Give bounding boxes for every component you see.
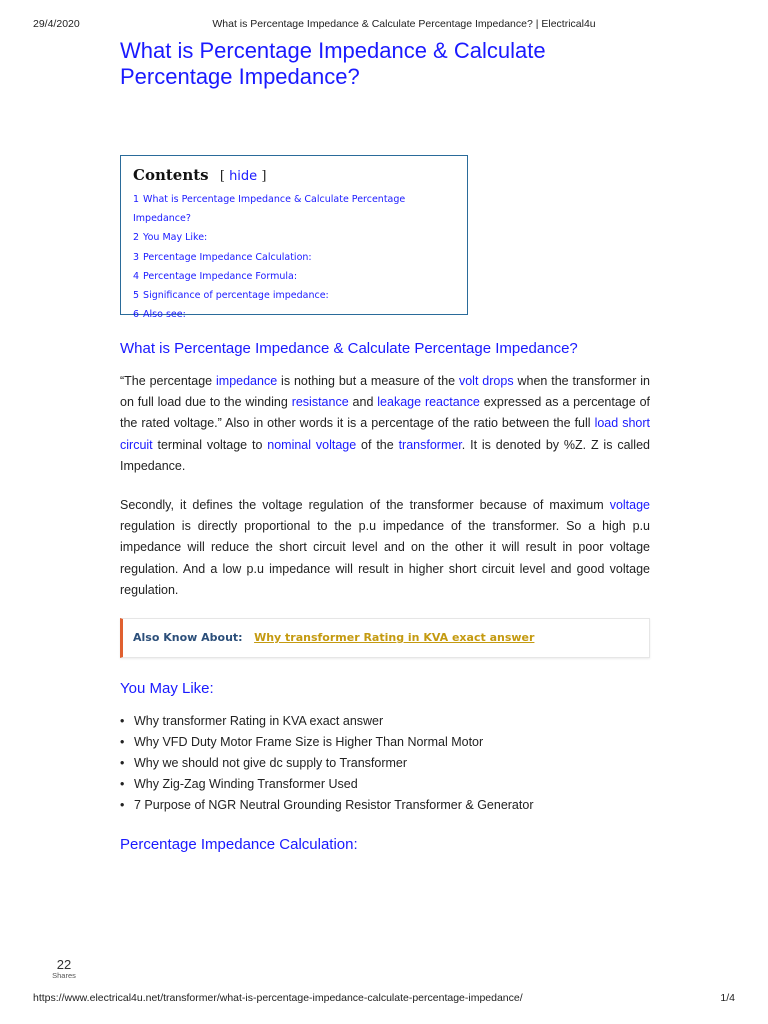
list-item[interactable]: • Why transformer Rating in KVA exact answer: [120, 711, 533, 732]
toc-heading: [133, 166, 455, 184]
toc-bracket-open: [: [219, 169, 225, 184]
toc-item[interactable]: [133, 248, 455, 267]
toc-item-number: 2: [133, 232, 140, 244]
section-heading-calculation: Percentage Impedance Calculation:: [120, 836, 358, 853]
toc-bracket-close: ]: [261, 169, 267, 184]
section-heading-you-may-like: You May Like:: [120, 680, 214, 697]
toc-list: [133, 190, 455, 324]
toc-item-label: What is Percentage Impedance & Calculate Percentage Impedance?: [133, 194, 406, 225]
print-page-title: What is Percentage Impedance & Calculate Percentage Impedance? | Electrical4u: [212, 18, 596, 30]
toc-item-label: You May Like:: [143, 232, 208, 244]
paragraph-definition: [120, 371, 650, 477]
list-item[interactable]: • Why VFD Duty Motor Frame Size is Higher Than Normal Motor: [120, 732, 533, 753]
share-label: Shares: [52, 971, 76, 980]
text-run: expressed as a percentage of the rated voltage.” Also in other words it is a percentage of the ratio between the full: [120, 395, 651, 431]
link-resistance[interactable]: resistance: [291, 395, 349, 410]
text-run: when the transformer in on full load due to the winding: [120, 374, 650, 410]
article-title-line-1: What is Percentage Impedance & Calculate: [120, 38, 546, 63]
article-title-line-2: Percentage Impedance?: [120, 64, 360, 89]
toc-item-number: 3: [133, 251, 140, 263]
list-item[interactable]: • Why Zig-Zag Winding Transformer Used: [120, 774, 533, 795]
print-header: [33, 18, 735, 32]
print-url: https://www.electrical4u.net/transformer/what-is-percentage-impedance-calculate-percentage-impedance/: [33, 992, 523, 1004]
text-run: terminal voltage to: [152, 437, 268, 452]
toc-item-label: Percentage Impedance Calculation:: [143, 251, 312, 263]
text-run: and: [348, 395, 378, 410]
table-of-contents: [120, 155, 468, 321]
also-know-link[interactable]: Why transformer Rating in KVA exact answer: [254, 631, 535, 644]
list-item[interactable]: • 7 Purpose of NGR Neutral Grounding Resistor Transformer & Generator: [120, 795, 533, 816]
section-heading-definition: What is Percentage Impedance & Calculate Percentage Impedance?: [120, 340, 578, 357]
text-run: regulation is directly proportional to the p.u impedance of the transformer. So a high p.u impedance will reduce the short circuit level and on the other it will result in poor voltage regulation. And a low p.u impedance will result in higher short circuit level and good voltage regulation.: [120, 519, 650, 597]
toc-item-label: Significance of percentage impedance:: [143, 290, 329, 302]
text-run: “The percentage: [120, 374, 217, 388]
toc-item[interactable]: [133, 228, 455, 247]
share-count: 22: [56, 957, 72, 972]
toc-hide-link[interactable]: hide: [229, 169, 258, 184]
toc-item-label: Also see:: [143, 309, 186, 321]
toc-item[interactable]: [133, 190, 455, 228]
text-run: is nothing but a measure of the: [277, 374, 459, 388]
paragraph-voltage-regulation: [120, 495, 650, 601]
text-run: of the: [356, 437, 399, 452]
toc-item-number: 1: [133, 194, 140, 205]
link-nominal-voltage[interactable]: nominal voltage: [267, 437, 357, 452]
article-title: [120, 38, 650, 90]
toc-item-number: 5: [133, 290, 140, 302]
page-number: 1/4: [720, 992, 735, 1004]
article-content: [120, 38, 651, 853]
toc-item[interactable]: [133, 305, 455, 324]
text-run: Secondly, it defines the voltage regulation of the transformer because of maximum: [120, 498, 610, 512]
you-may-like-list: [120, 711, 533, 816]
link-load-short-circuit[interactable]: load short circuit: [120, 416, 650, 452]
link-volt-drops[interactable]: volt drops: [458, 374, 514, 388]
print-date: 29/4/2020: [33, 18, 80, 30]
toc-item-label: Percentage Impedance Formula:: [143, 270, 298, 282]
link-impedance[interactable]: impedance: [216, 374, 278, 388]
toc-item[interactable]: [133, 286, 455, 305]
toc-toggle: [220, 169, 267, 184]
link-voltage[interactable]: voltage: [609, 498, 650, 512]
toc-title: Contents: [133, 166, 209, 184]
toc-item[interactable]: [133, 267, 455, 286]
link-transformer[interactable]: transformer: [398, 437, 462, 452]
share-counter[interactable]: [50, 957, 78, 980]
also-know-label: Also Know About:: [133, 631, 243, 644]
toc-item-number: 6: [133, 309, 140, 321]
list-item[interactable]: • Why we should not give dc supply to Transformer: [120, 753, 533, 774]
link-leakage-reactance[interactable]: leakage reactance: [377, 395, 480, 410]
text-run: . It is denoted by %Z. Z is called Impedance.: [120, 437, 650, 473]
also-know-about-box: [120, 618, 650, 658]
toc-item-number: 4: [133, 270, 140, 282]
